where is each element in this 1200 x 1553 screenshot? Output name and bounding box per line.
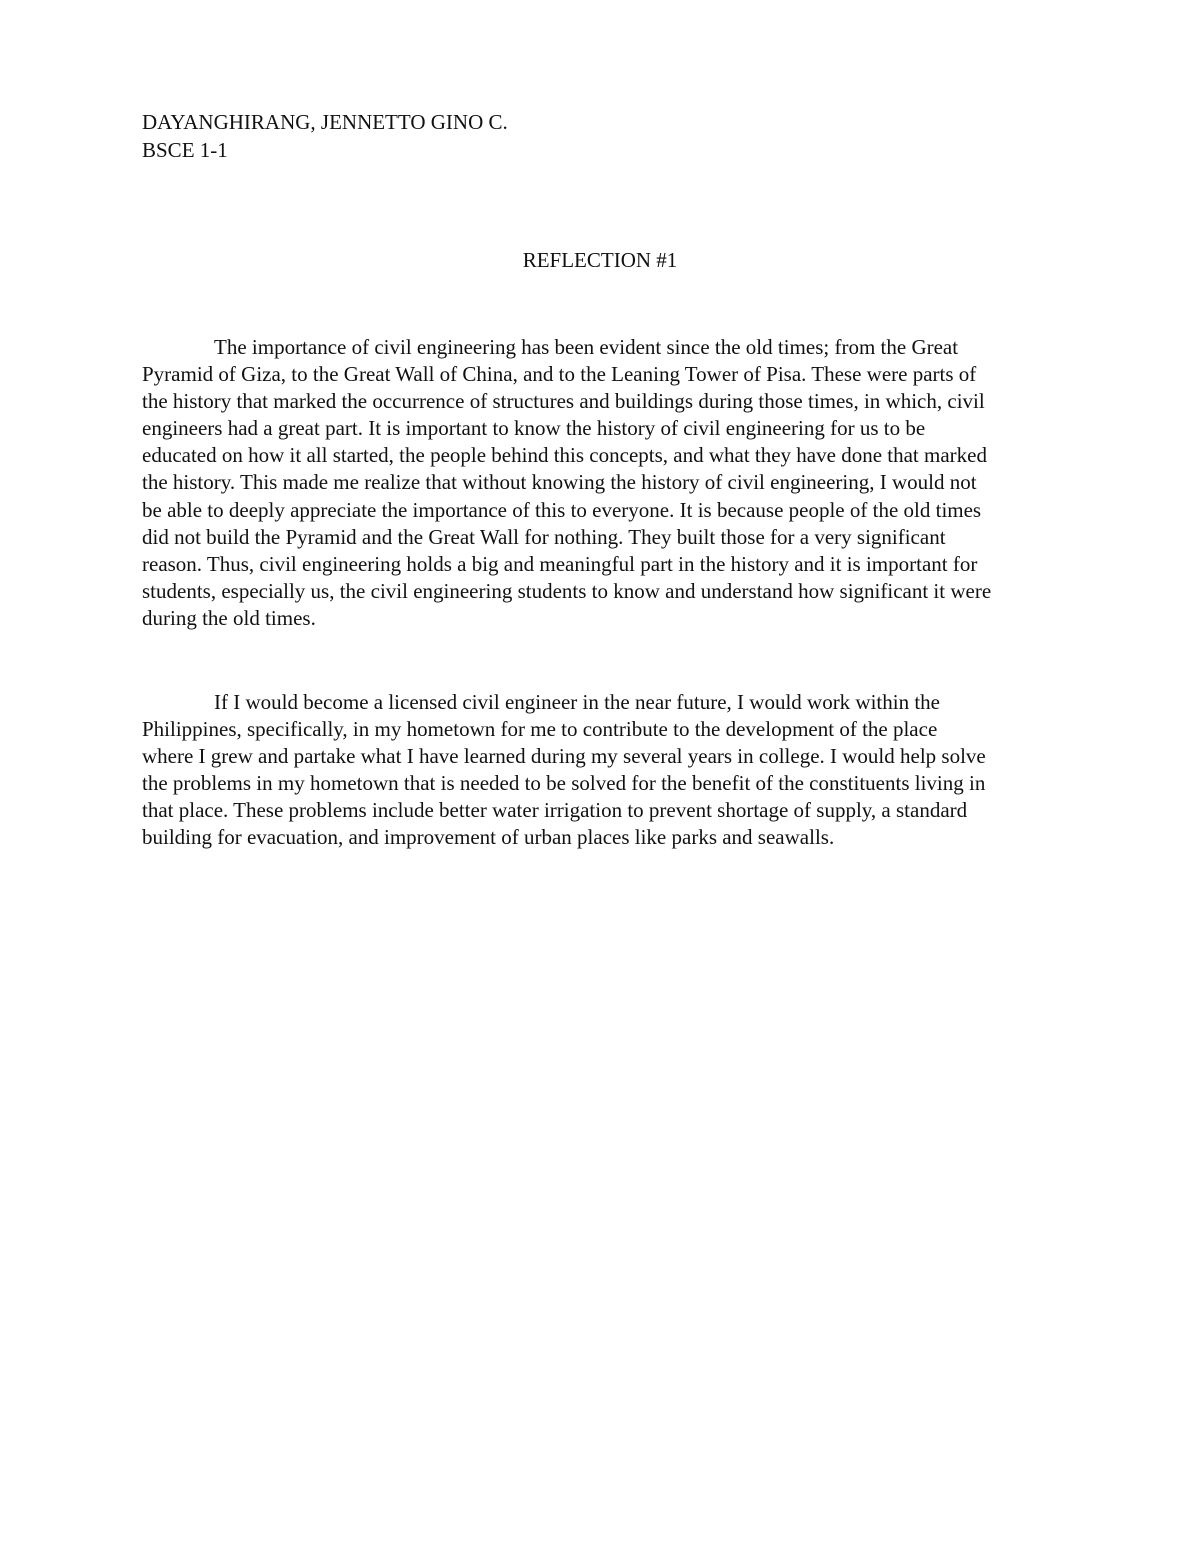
paragraph-line: Philippines, specifically, in my hometown for me to contribute to the development of the place [142,717,938,742]
paragraph-line: students, especially us, the civil engineering students to know and understand how significant it were [142,578,992,603]
paragraph-line: the problems in my hometown that is needed to be solved for the benefit of the constituents living in [142,771,986,796]
paragraph-line: engineers had a great part. It is important to know the history of civil engineering for us to be [142,416,926,441]
paragraph-line: the history. This made me realize that without knowing the history of civil engineering, I would not [142,470,977,495]
author-header [142,108,508,164]
paragraph-line: educated on how it all started, the people behind this concepts, and what they have done that marked [142,443,987,468]
paragraph-line: that place. These problems include better water irrigation to prevent shortage of supply, a standard [142,798,968,823]
paragraph-2 [142,689,1097,852]
paragraph-line: where I grew and partake what I have learned during my several years in college. I would help solve [142,744,986,769]
paragraph-1 [142,334,1097,632]
paragraph-line: building for evacuation, and improvement of urban places like parks and seawalls. [142,825,835,850]
paragraph-line: The importance of civil engineering has been evident since the old times; from the Great [214,335,959,359]
author-name: DAYANGHIRANG, JENNETTO GINO C. [142,110,508,134]
paragraph-line: did not build the Pyramid and the Great Wall for nothing. They built those for a very significant [142,524,946,549]
paragraph-line: If I would become a licensed civil engineer in the near future, I would work within the [214,690,941,714]
document-title: REFLECTION #1 [522,248,678,272]
paragraph-line: reason. Thus, civil engineering holds a big and meaningful part in the history and it is important for [142,551,978,576]
author-section: BSCE 1-1 [142,138,228,162]
paragraph-line: Pyramid of Giza, to the Great Wall of China, and to the Leaning Tower of Pisa. These were parts of [142,362,977,387]
paragraph-line: be able to deeply appreciate the importance of this to everyone. It is because people of the old times [142,497,982,522]
paragraph-line: the history that marked the occurrence of structures and buildings during those times, in which, civil [142,389,985,414]
paragraph-line: during the old times. [142,605,316,630]
